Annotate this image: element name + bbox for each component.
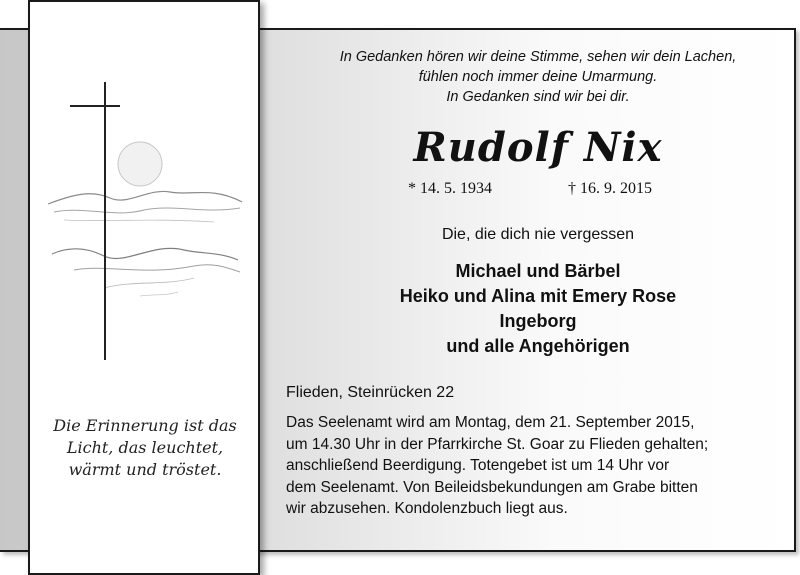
mourners-intro: Die, die dich nie vergessen [441,226,635,243]
mourner-line: Michael und Bärbel [455,261,621,281]
deceased-name: Rudolf Nix [413,124,663,171]
service-details [286,412,794,520]
side-quote-line: Licht, das leuchtet, [66,438,224,457]
intro-verse-line: fühlen noch immer deine Umarmung. [418,69,658,85]
mourner-line: Heiko und Alina mit Emery Rose [399,286,677,306]
service-details-line: dem Seelenamt. Von Beileidsbekundungen am Grabe bitten [286,478,698,496]
side-quote-line: wärmt und tröstet. [68,460,222,479]
side-panel [28,0,260,575]
birth-date: * 14. 5. 1934 [408,180,492,197]
service-details-line: Das Seelenamt wird am Montag, dem 21. September 2015, [286,414,695,431]
death-date: † 16. 9. 2015 [568,180,652,197]
intro-verse-line: In Gedanken sind wir bei dir. [446,89,630,105]
service-details-line: wir abzusehen. Kondolenzbuch liegt aus. [286,500,568,517]
mourner-line: und alle Angehörigen [446,336,630,356]
intro-verse-line: In Gedanken hören wir deine Stimme, sehen wir dein Lachen, [339,49,737,65]
mourner-line: Ingeborg [499,311,577,331]
side-quote-line: Die Erinnerung ist das [53,416,237,435]
intro-verse [280,47,796,107]
service-details-line: um 14.30 Uhr in der Pfarrkirche St. Goar zu Flieden gehalten; [286,435,709,453]
mourners-list [280,259,796,359]
address: Flieden, Steinrücken 22 [286,384,455,401]
notice-content [280,28,796,552]
cross-landscape-illustration [44,82,244,372]
service-details-line: anschließend Beerdigung. Totengebet ist um 14 Uhr vor [286,457,670,474]
life-dates [280,180,796,202]
side-quote [36,415,254,481]
